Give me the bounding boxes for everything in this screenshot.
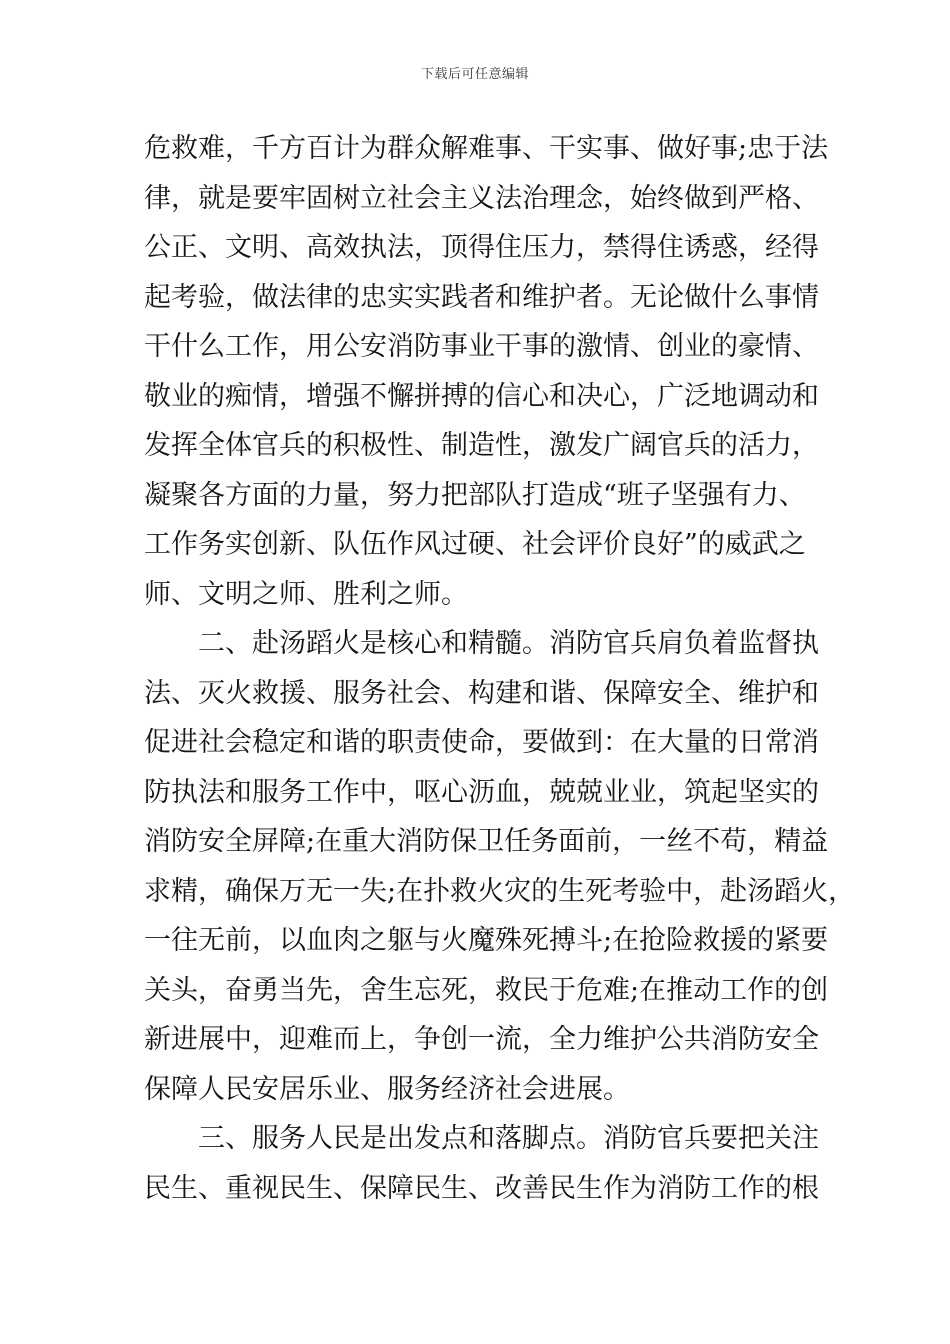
paragraph-start-line: 二、赴汤蹈火是核心和精髓。消防官兵肩负着监督执	[198, 628, 819, 659]
text-line: 民生、重视民生、保障民生、改善民生作为消防工作的根	[144, 1172, 819, 1204]
text-line: 师、文明之师、胜利之师。	[144, 578, 468, 610]
text-line: 起考验，做法律的忠实实践者和维护者。无论做什么事情	[144, 281, 819, 313]
text-line: 敬业的痴情，增强不懈拼搏的信心和决心，广泛地调动和	[144, 380, 819, 412]
document-body	[144, 124, 856, 1213]
text-line: 求精，确保万无一失;在扑救火灾的生死考验中，赴汤蹈火，	[144, 875, 856, 907]
text-line: 律，就是要牢固树立社会主义法治理念，始终做到严格、	[144, 182, 819, 214]
text-line: 关头，奋勇当先，舍生忘死，救民于危难;在推动工作的创	[144, 974, 829, 1006]
text-line: 法、灭火救援、服务社会、构建和谐、保障安全、维护和	[144, 677, 819, 709]
header-note: 下载后可任意编辑	[420, 67, 529, 82]
paragraph-start-line: 三、服务人民是出发点和落脚点。消防官兵要把关注	[198, 1123, 819, 1154]
text-line: 防执法和服务工作中，呕心沥血，兢兢业业，筑起坚实的	[144, 776, 819, 808]
text-line: 一往无前，以血肉之躯与火魔殊死搏斗;在抢险救援的紧要	[144, 925, 829, 956]
text-line: 发挥全体官兵的积极性、制造性，激发广阔官兵的活力，	[144, 430, 819, 461]
text-line: 危救难，千方百计为群众解难事、干实事、做好事;忠于法	[144, 133, 829, 164]
text-line: 促进社会稳定和谐的职责使命，要做到：在大量的日常消	[144, 727, 819, 758]
text-line: 新进展中，迎难而上，争创一流，全力维护公共消防安全	[144, 1024, 819, 1055]
text-line: 工作务实创新、队伍作风过硬、社会评价良好”的威武之	[144, 529, 806, 560]
text-line: 凝聚各方面的力量，努力把部队打造成“班子坚强有力、	[144, 479, 806, 511]
text-line: 公正、文明、高效执法，顶得住压力，禁得住诱惑，经得	[144, 232, 819, 263]
text-line: 保障人民安居乐业、服务经济社会进展。	[144, 1073, 630, 1105]
text-line: 干什么工作，用公安消防事业干事的激情、创业的豪情、	[144, 331, 819, 362]
text-line: 消防安全屏障;在重大消防保卫任务面前，一丝不苟，精益	[144, 826, 829, 857]
